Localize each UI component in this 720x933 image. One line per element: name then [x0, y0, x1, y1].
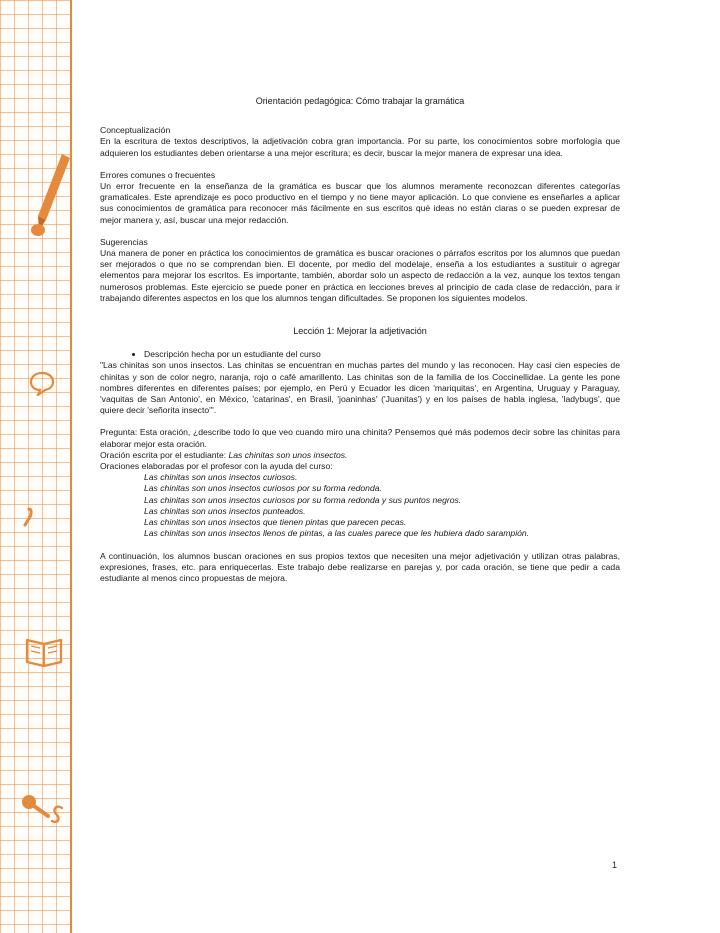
- example-sentences-list: [144, 472, 620, 539]
- example-sentence: Las chinitas son unos insectos curiosos por su forma redonda y sus puntos negros.: [144, 494, 462, 505]
- section-heading-errores: Errores comunes o frecuentes: [100, 169, 216, 180]
- question-text: Pregunta: Esta oración, ¿describe todo lo que veo cuando miro una chinita? Pensemos qué más podemos decir sobre las chinitas para elaborar mejor esta oración.: [100, 427, 620, 449]
- example-sentence: Las chinitas son unos insectos llenos de pintas, a las cuales parece que les hubiera dado sarampión.: [144, 528, 530, 539]
- lesson-bullet-list: [100, 349, 620, 360]
- pencil-s-icon: [18, 790, 68, 830]
- document-title: Orientación pedagógica: Cómo trabajar la gramática: [255, 96, 465, 106]
- section-heading-conceptualizacion: Conceptualización: [100, 125, 171, 136]
- speech-bubble-icon: [28, 370, 56, 396]
- open-book-icon: [24, 634, 64, 668]
- document-page: [100, 96, 620, 595]
- student-quote: "Las chinitas son unos insectos. Las chinitas se encuentran en muchas partes del mundo y las reconocen. Hay casi cien especies de chinitas y son de color negro, naranja, rojo o café amarillento. Las chinitas son de la familia de los Coccinellidae. La gente les pone nombres diferentes en diferentes países; por ejemplo, en Perú y Ecuador les dicen 'mariquitas', en Argentina, Uruguay y Paraguay, 'vaquitas de San Antonio', en México, 'catarinas', en Brasil, 'joaninhas' ('Juanitas') y en los países de habla inglesa, 'ladybugs', que quiere decir 'señorita insecto'".: [100, 360, 620, 416]
- example-sentence: Las chinitas son unos insectos que tienen pintas que parecen pecas.: [144, 517, 407, 528]
- closing-paragraph: A continuación, los alumnos buscan oraciones en sus propios textos que necesiten una mejor adjetivación y utilizan otras palabras, expresiones, frases, etc. para enriquecerlas. Este trabajo debe realizarse en parejas y, por cada oración, se tiene que pedir a cada estudiante al menos cinco propuestas de mejora.: [100, 550, 620, 583]
- example-sentence: Las chinitas son unos insectos curiosos por su forma redonda.: [144, 483, 382, 494]
- section-heading-sugerencias: Sugerencias: [100, 236, 148, 247]
- example-sentence: Las chinitas son unos insectos curiosos.: [144, 472, 298, 483]
- apostrophe-icon: [20, 506, 36, 528]
- lesson-title: Lección 1: Mejorar la adjetivación: [293, 326, 427, 337]
- page-number: 1: [612, 860, 618, 870]
- teacher-sentences-label: Oraciones elaboradas por el profesor con la ayuda del curso:: [100, 461, 333, 472]
- student-sentence: Las chinitas son unos insectos.: [228, 449, 348, 460]
- section-body-errores: Un error frecuente en la enseñanza de la gramática es buscar que los alumnos meramente reconozcan diferentes categorías gramaticales. Este aprendizaje es poco productivo en el tiempo y no tiene mayor aplicación. Lo que conviene es enseñarles a aplicar sus conocimientos de gramática para reconocer más fácilmente en sus escritos qué ideas no están claras o se pueden expresar de mejor manera y, así, buscar una mejor redacción.: [100, 181, 620, 225]
- section-body-sugerencias: Una manera de poner en práctica los conocimientos de gramática es buscar oraciones o párrafos escritos por los alumnos que puedan ser mejorados o que no se comprendan bien. El docente, por medio del modelaje, enseña a los estudiantes a sustituir o agregar elementos para mejorar los escritos. Es importante, también, abordar solo un aspecto de redacción a la vez, aunque los textos tengan numerosos problemas. Este ejercicio se puede poner en práctica en lecciones breves al principio de cada clase de redacción, para ir trabajando diferentes aspectos en los que los alumnos tengan dificultades. Se proponen los siguientes modelos.: [100, 248, 620, 303]
- example-sentence: Las chinitas son unos insectos punteados.: [144, 505, 306, 516]
- student-sentence-label: Oración escrita por el estudiante:: [100, 449, 229, 460]
- pencil-icon: [26, 150, 72, 240]
- section-body-conceptualizacion: En la escritura de textos descriptivos, la adjetivación cobra gran importancia. Por su parte, los conocimientos sobre morfología que adquieren los estudiantes deben orientarse a una mejor escritura; es decir, buscar la mejor manera de expresar una idea.: [100, 136, 620, 158]
- student-sentence-line: [100, 450, 620, 461]
- lesson-bullet: • Descripción hecha por un estudiante del curso: [144, 349, 620, 360]
